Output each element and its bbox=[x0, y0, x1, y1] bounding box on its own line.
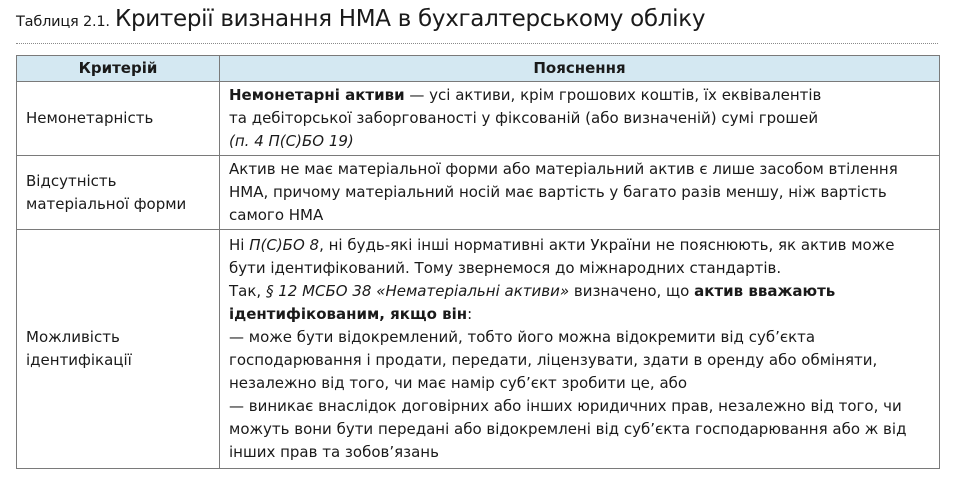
table-row bbox=[17, 230, 940, 469]
caption-title: Критерії визнання НМА в бухгалтерському обліку bbox=[114, 6, 706, 32]
table-row bbox=[17, 82, 940, 156]
emphasis-text: Немонетарні активи bbox=[229, 86, 405, 104]
explanation-text: та дебіторської заборгованості у фіксованій (або визначеній) сумі грошей bbox=[229, 109, 819, 127]
explanation-line bbox=[229, 257, 930, 280]
explanation-text: Так, bbox=[229, 282, 266, 300]
explanation-line bbox=[229, 158, 930, 181]
explanation-text: — може бути відокремлений, тобто його можна відокремити від суб’єкта bbox=[229, 328, 816, 346]
criteria-table bbox=[16, 55, 940, 469]
emphasis-text: актив вважають bbox=[694, 282, 836, 300]
explanation-line bbox=[229, 349, 930, 372]
criterion-cell bbox=[17, 82, 220, 156]
explanation-line bbox=[229, 441, 930, 464]
header-criterion: Критерій bbox=[17, 56, 220, 82]
emphasis-text: ідентифікованим, якщо він bbox=[229, 305, 468, 323]
criterion-cell bbox=[17, 230, 220, 469]
explanation-text: — виникає внаслідок договірних або інших юридичних прав, незалежно від того, чи bbox=[229, 397, 902, 415]
explanation-line bbox=[229, 84, 930, 107]
explanation-text: інших прав та зобов’язань bbox=[229, 443, 439, 461]
caption-label: Таблиця 2.1. bbox=[16, 14, 110, 30]
explanation-line bbox=[229, 181, 930, 204]
reference-text: (п. 4 П(С)БО 19) bbox=[229, 132, 354, 150]
explanation-text: Ні bbox=[229, 236, 250, 254]
table-row bbox=[17, 156, 940, 230]
explanation-line bbox=[229, 372, 930, 395]
explanation-text: самого НМА bbox=[229, 206, 324, 224]
table-header-row bbox=[17, 56, 940, 82]
explanation-line bbox=[229, 326, 930, 349]
explanation-text: — усі активи, крім грошових коштів, їх еквівалентів bbox=[404, 86, 822, 104]
explanation-line bbox=[229, 130, 930, 153]
criterion-cell bbox=[17, 156, 220, 230]
reference-text: П(С)БО 8 bbox=[249, 236, 320, 254]
explanation-line bbox=[229, 234, 930, 257]
explanation-line bbox=[229, 303, 930, 326]
explanation-line bbox=[229, 204, 930, 227]
caption-divider bbox=[16, 43, 938, 44]
criterion-text: ідентифікації bbox=[26, 351, 132, 369]
criterion-text: Відсутність bbox=[26, 171, 117, 190]
table-caption bbox=[16, 6, 705, 32]
reference-text: § 12 МСБО 38 «Нематеріальні активи» bbox=[265, 282, 570, 300]
explanation-text: можуть вони бути передані або відокремлені від суб’єкта господарювання або ж від bbox=[229, 420, 907, 438]
explanation-line bbox=[229, 418, 930, 441]
explanation-line bbox=[229, 107, 930, 130]
explanation-text: НМА, причому матеріальний носій має вартість у багато разів меншу, ніж вартість bbox=[229, 183, 887, 201]
explanation-text: господарювання і продати, передати, ліцензувати, здати в оренду або обміняти, bbox=[229, 351, 878, 369]
explanation-line bbox=[229, 280, 930, 303]
explanation-text: визначено, що bbox=[569, 282, 695, 300]
explanation-cell bbox=[220, 230, 940, 469]
header-explanation: Пояснення bbox=[220, 56, 940, 82]
explanation-text: , ні будь-які інші нормативні акти України не пояснюють, як актив може bbox=[319, 236, 895, 254]
explanation-cell bbox=[220, 156, 940, 230]
explanation-text: Актив не має матеріальної форми або матеріальний актив є лише засобом втілення bbox=[229, 160, 898, 178]
criterion-text: матеріальної форми bbox=[26, 194, 187, 213]
criterion-text: Можливість bbox=[26, 328, 120, 346]
explanation-text: бути ідентифікований. Тому звернемося до міжнародних стандартів. bbox=[229, 259, 782, 277]
criterion-text: Немонетарність bbox=[26, 109, 154, 127]
explanation-text: незалежно від того, чи має намір суб’єкт зробити це, або bbox=[229, 374, 688, 392]
explanation-text: : bbox=[467, 305, 473, 323]
explanation-cell bbox=[220, 82, 940, 156]
explanation-line bbox=[229, 395, 930, 418]
